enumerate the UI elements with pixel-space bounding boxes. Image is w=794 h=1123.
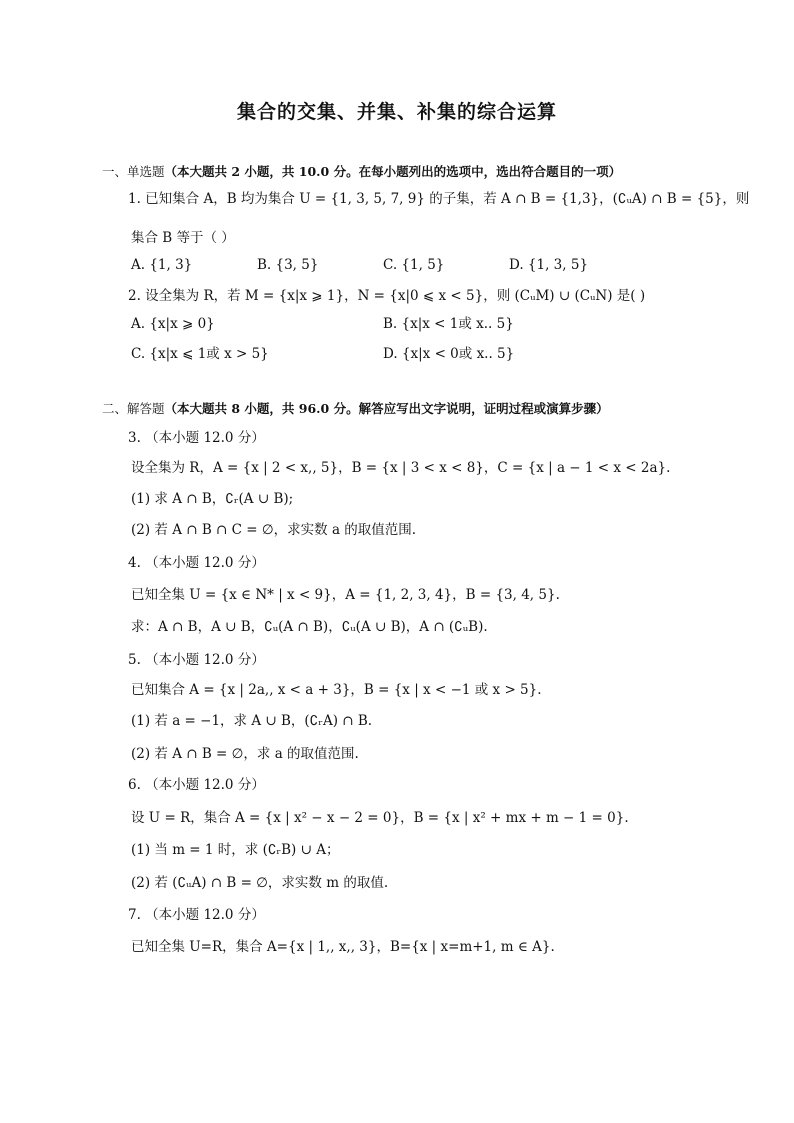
question-6-header: 6. （本小题 12.0 分） (128, 777, 265, 793)
question-5-header: 5. （本小题 12.0 分） (128, 652, 265, 668)
question-3-header: 3. （本小题 12.0 分） (128, 430, 265, 446)
section-2-note: （本大题共 8 小题，共 96.0 分。解答应写出文字说明，证明过程或演算步骤） (164, 401, 609, 416)
question-5-given: 已知集合 A = {x | 2a,, x < a + 3}，B = {x | x < −1 或 x > 5}. (131, 682, 542, 698)
section-2-prefix: 二、解答题 (102, 401, 165, 416)
question-6-part-1: (1) 当 m = 1 时，求 (∁ᵣB) ∪ A； (131, 842, 340, 858)
section-1-header (102, 163, 621, 181)
question-5-part-2: (2) 若 A ∩ B = ∅，求 a 的取值范围. (131, 746, 359, 762)
question-2-option-a: A. {x|x ⩾ 0} (131, 316, 215, 332)
question-2-option-c: C. {x|x ⩽ 1或 x > 5} (131, 346, 269, 362)
question-3-part-2: (2) 若 A ∩ B ∩ C = ∅，求实数 a 的取值范围. (131, 522, 417, 538)
question-4-ask: 求：A ∩ B，A ∪ B，∁ᵤ(A ∩ B)，∁ᵤ(A ∪ B)，A ∩ (∁ᵤB). (131, 619, 488, 635)
page-title: 集合的交集、并集、补集的综合运算 (236, 101, 557, 123)
question-3-given: 设全集为 R，A = {x | 2 < x,, 5}，B = {x | 3 < x < 8}，C = {x | a − 1 < x < 2a}. (131, 460, 671, 476)
question-2-stem: 2. 设全集为 R，若 M = {x|x ⩾ 1}，N = {x|0 ⩽ x < 5}，则 (CᵤM) ∪ (CᵤN) 是( ) (128, 288, 646, 304)
question-7-header: 7. （本小题 12.0 分） (128, 907, 265, 923)
question-6-given: 设 U = R，集合 A = {x | x² − x − 2 = 0}，B = {x | x² + mx + m − 1 = 0}. (131, 810, 629, 826)
question-2-option-b: B. {x|x < 1或 x.. 5} (383, 316, 514, 332)
question-6-part-2: (2) 若 (∁ᵤA) ∩ B = ∅，求实数 m 的取值. (131, 875, 389, 891)
question-3-part-1: (1) 求 A ∩ B，∁ᵣ(A ∪ B); (131, 491, 294, 507)
question-1-option-b: B. {3, 5} (257, 257, 319, 273)
question-1-stem: 1. 已知集合 A，B 均为集合 U = {1, 3, 5, 7, 9} 的子集，若 A ∩ B = {1,3}，(∁ᵤA) ∩ B = {5}，则 (128, 191, 750, 207)
question-5-part-1: (1) 若 a = −1，求 A ∪ B，(∁ᵣA) ∩ B. (131, 713, 373, 729)
question-1-option-a: A. {1, 3} (131, 257, 193, 273)
question-4-given: 已知全集 U = {x ∈ N* | x < 9}，A = {1, 2, 3, 4}，B = {3, 4, 5}. (131, 587, 560, 603)
question-7-given: 已知全集 U=R，集合 A={x | 1,, x,, 3}，B={x | x=m+1, m ∈ A}. (131, 939, 555, 955)
question-1-stem-cont: 集合 B 等于（ ） (131, 230, 235, 246)
question-2-option-d: D. {x|x < 0或 x.. 5} (383, 346, 515, 362)
question-1-option-c: C. {1, 5} (383, 257, 445, 273)
question-4-header: 4. （本小题 12.0 分） (128, 555, 265, 571)
section-2-header (102, 400, 609, 418)
section-1-note: （本大题共 2 小题，共 10.0 分。在每小题列出的选项中，选出符合题目的一项） (164, 164, 622, 179)
question-1-option-d: D. {1, 3, 5} (509, 257, 589, 273)
section-1-prefix: 一、单选题 (102, 164, 165, 179)
